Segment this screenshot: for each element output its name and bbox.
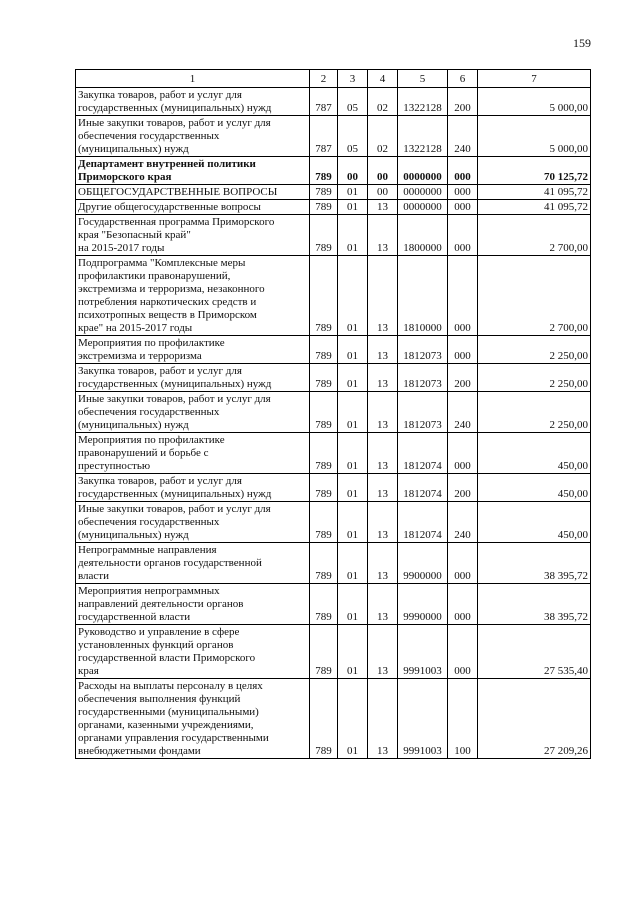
cell-description [76,679,310,759]
table-row [76,256,591,336]
cell-amount: 5 000,00 [478,116,591,157]
cell-section: 01 [338,502,368,543]
cell-admin-code: 789 [310,679,338,759]
table-row [76,474,591,502]
cell-admin-code: 789 [310,543,338,584]
cell-section: 05 [338,88,368,116]
description-line: Иные закупки товаров, работ и услуг для [78,503,271,515]
description-line: внебюджетными фондами [78,745,201,757]
cell-expense-type: 000 [448,256,478,336]
description-line: Мероприятия по профилактике [78,434,225,446]
cell-admin-code: 789 [310,584,338,625]
cell-description [76,256,310,336]
cell-description [76,433,310,474]
cell-target-article: 1812073 [398,392,448,433]
description-line: на 2015-2017 годы [78,242,165,254]
cell-description [76,215,310,256]
cell-amount: 2 250,00 [478,364,591,392]
cell-expense-type: 240 [448,502,478,543]
cell-admin-code: 789 [310,185,338,200]
cell-amount: 2 250,00 [478,336,591,364]
cell-subsection: 13 [368,625,398,679]
cell-description [76,88,310,116]
cell-description [76,364,310,392]
table-row [76,336,591,364]
cell-amount: 41 095,72 [478,200,591,215]
cell-subsection: 13 [368,364,398,392]
header-row [76,70,591,88]
description-line: психотропных веществ в Приморском [78,309,257,321]
description-line: экстремизма и терроризма, незаконного [78,283,265,295]
cell-expense-type: 100 [448,679,478,759]
cell-amount: 450,00 [478,433,591,474]
cell-expense-type: 000 [448,336,478,364]
cell-section: 01 [338,625,368,679]
description-line: государственных (муниципальных) нужд [78,102,272,114]
cell-expense-type: 000 [448,215,478,256]
cell-description [76,474,310,502]
table-row [76,679,591,759]
header-cell-5: 5 [398,70,448,88]
description-line: правонарушений и борьбе с [78,447,209,459]
cell-admin-code: 789 [310,392,338,433]
cell-amount: 5 000,00 [478,88,591,116]
cell-target-article: 0000000 [398,157,448,185]
cell-amount: 2 700,00 [478,215,591,256]
cell-target-article: 9900000 [398,543,448,584]
cell-section: 01 [338,433,368,474]
cell-section: 01 [338,336,368,364]
description-line: Иные закупки товаров, работ и услуг для [78,393,271,405]
description-line: края "Безопасный край" [78,229,191,241]
description-line: (муниципальных) нужд [78,529,189,541]
cell-section: 01 [338,392,368,433]
description-line: Департамент внутренней политики [78,158,256,170]
cell-target-article: 1812074 [398,502,448,543]
cell-amount: 41 095,72 [478,185,591,200]
cell-target-article: 9990000 [398,584,448,625]
cell-target-article: 0000000 [398,200,448,215]
cell-target-article: 1812073 [398,336,448,364]
cell-description [76,392,310,433]
cell-subsection: 02 [368,88,398,116]
cell-subsection: 13 [368,433,398,474]
table-row [76,200,591,215]
cell-description [76,157,310,185]
description-line: обеспечения государственных [78,406,220,418]
cell-subsection: 00 [368,185,398,200]
table-row [76,392,591,433]
table-row [76,433,591,474]
cell-admin-code: 787 [310,116,338,157]
cell-section: 01 [338,215,368,256]
cell-subsection: 13 [368,543,398,584]
page-number: 159 [573,36,591,50]
header-cell-7: 7 [478,70,591,88]
cell-expense-type: 000 [448,200,478,215]
description-line: Руководство и управление в сфере [78,626,240,638]
cell-description [76,584,310,625]
description-line: Закупка товаров, работ и услуг для [78,475,242,487]
description-line: органами, казенными учреждениями, [78,719,254,731]
header-cell-4: 4 [368,70,398,88]
cell-description [76,625,310,679]
cell-target-article: 9991003 [398,625,448,679]
cell-section: 01 [338,543,368,584]
description-line: (муниципальных) нужд [78,419,189,431]
cell-description [76,336,310,364]
cell-admin-code: 789 [310,474,338,502]
cell-description [76,502,310,543]
cell-subsection: 13 [368,200,398,215]
cell-amount: 70 125,72 [478,157,591,185]
cell-expense-type: 000 [448,157,478,185]
cell-expense-type: 000 [448,584,478,625]
cell-section: 05 [338,116,368,157]
cell-amount: 2 700,00 [478,256,591,336]
description-line: Приморского края [78,171,172,183]
description-line: органами управления государственными [78,732,269,744]
description-line: Непрограммные направления [78,544,217,556]
description-line: обеспечения государственных [78,516,220,528]
cell-target-article: 1322128 [398,116,448,157]
table-row [76,584,591,625]
description-line: экстремизма и терроризма [78,350,202,362]
description-line: Мероприятия непрограммных [78,585,220,597]
cell-target-article: 1800000 [398,215,448,256]
description-line: Государственная программа Приморского [78,216,275,228]
cell-description [76,185,310,200]
cell-target-article: 1810000 [398,256,448,336]
cell-target-article: 0000000 [398,185,448,200]
description-line: власти [78,570,109,582]
description-line: государственной власти [78,611,191,623]
description-line: преступностью [78,460,151,472]
description-line: профилактики правонарушений, [78,270,231,282]
cell-admin-code: 789 [310,364,338,392]
description-line: направлений деятельности органов [78,598,244,610]
description-line: крае" на 2015-2017 годы [78,322,193,334]
description-line: ОБЩЕГОСУДАРСТВЕННЫЕ ВОПРОСЫ [78,186,278,198]
cell-subsection: 13 [368,474,398,502]
table-row [76,543,591,584]
cell-subsection: 13 [368,584,398,625]
cell-expense-type: 200 [448,364,478,392]
cell-admin-code: 789 [310,215,338,256]
cell-subsection: 13 [368,679,398,759]
cell-admin-code: 789 [310,336,338,364]
header-cell-2: 2 [310,70,338,88]
cell-admin-code: 789 [310,502,338,543]
cell-description [76,543,310,584]
cell-section: 01 [338,256,368,336]
cell-section: 01 [338,679,368,759]
cell-admin-code: 789 [310,157,338,185]
cell-target-article: 9991003 [398,679,448,759]
description-line: Мероприятия по профилактике [78,337,225,349]
cell-subsection: 13 [368,392,398,433]
description-line: (муниципальных) нужд [78,143,189,155]
budget-table [75,69,591,759]
cell-admin-code: 787 [310,88,338,116]
description-line: установленных функций органов [78,639,234,651]
cell-amount: 27 209,26 [478,679,591,759]
cell-subsection: 13 [368,502,398,543]
table-row [76,157,591,185]
cell-target-article: 1322128 [398,88,448,116]
cell-amount: 450,00 [478,502,591,543]
description-line: потребления наркотических средств и [78,296,257,308]
cell-expense-type: 000 [448,433,478,474]
cell-expense-type: 200 [448,88,478,116]
cell-expense-type: 240 [448,392,478,433]
table-row [76,625,591,679]
table-row [76,185,591,200]
cell-expense-type: 200 [448,474,478,502]
cell-description [76,200,310,215]
cell-amount: 38 395,72 [478,584,591,625]
description-line: края [78,665,99,677]
cell-subsection: 00 [368,157,398,185]
header-cell-3: 3 [338,70,368,88]
table-row [76,88,591,116]
cell-admin-code: 789 [310,200,338,215]
cell-subsection: 13 [368,256,398,336]
table-row [76,364,591,392]
cell-section: 01 [338,364,368,392]
description-line: государственными (муниципальными) [78,706,259,718]
table-body [76,88,591,759]
description-line: Закупка товаров, работ и услуг для [78,89,242,101]
cell-subsection: 02 [368,116,398,157]
cell-expense-type: 240 [448,116,478,157]
description-line: обеспечения выполнения функций [78,693,241,705]
description-line: Расходы на выплаты персоналу в целях [78,680,263,692]
header-cell-1: 1 [76,70,310,88]
description-line: Подпрограмма "Комплексные меры [78,257,246,269]
cell-expense-type: 000 [448,625,478,679]
cell-target-article: 1812074 [398,433,448,474]
cell-section: 01 [338,200,368,215]
description-line: государственных (муниципальных) нужд [78,378,272,390]
description-line: Иные закупки товаров, работ и услуг для [78,117,271,129]
cell-description [76,116,310,157]
cell-subsection: 13 [368,215,398,256]
description-line: деятельности органов государственной [78,557,262,569]
header-cell-6: 6 [448,70,478,88]
table-row [76,215,591,256]
cell-section: 01 [338,474,368,502]
description-line: Закупка товаров, работ и услуг для [78,365,242,377]
description-line: Другие общегосударственные вопросы [78,201,261,213]
cell-amount: 2 250,00 [478,392,591,433]
cell-section: 00 [338,157,368,185]
cell-admin-code: 789 [310,625,338,679]
cell-target-article: 1812074 [398,474,448,502]
cell-section: 01 [338,584,368,625]
table-row [76,502,591,543]
description-line: государственных (муниципальных) нужд [78,488,272,500]
cell-section: 01 [338,185,368,200]
description-line: государственной власти Приморского [78,652,256,664]
cell-amount: 27 535,40 [478,625,591,679]
cell-admin-code: 789 [310,433,338,474]
description-line: обеспечения государственных [78,130,220,142]
cell-expense-type: 000 [448,543,478,584]
table-row [76,116,591,157]
cell-amount: 38 395,72 [478,543,591,584]
cell-subsection: 13 [368,336,398,364]
cell-admin-code: 789 [310,256,338,336]
cell-amount: 450,00 [478,474,591,502]
cell-target-article: 1812073 [398,364,448,392]
cell-expense-type: 000 [448,185,478,200]
